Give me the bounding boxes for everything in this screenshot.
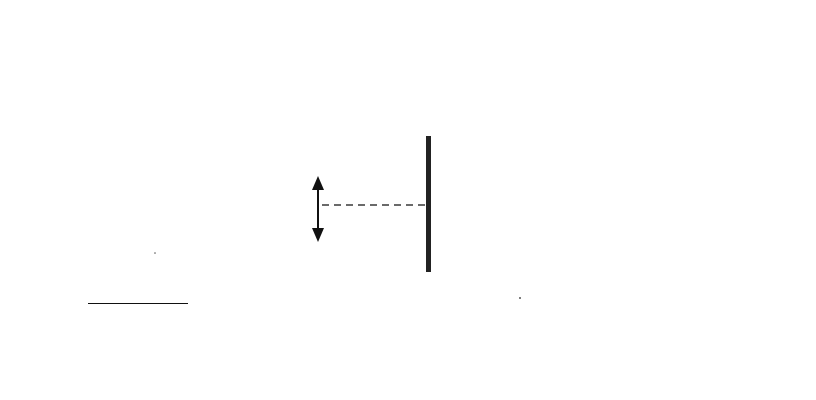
lens-top-arrowhead [312,176,324,190]
answer-blank[interactable] [88,289,188,304]
speck [154,252,156,254]
screen [426,136,431,272]
answer-row [84,289,192,309]
lens-bottom-arrowhead [312,228,324,242]
speck [519,297,521,299]
